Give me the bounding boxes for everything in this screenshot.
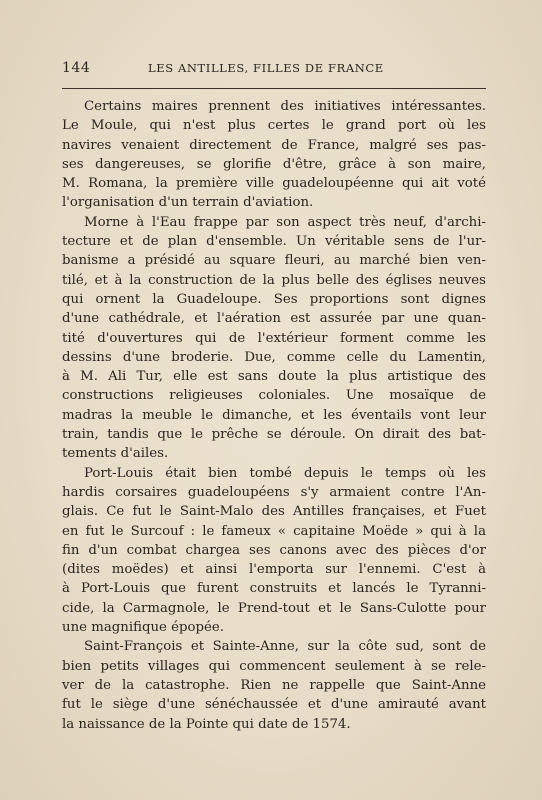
running-head: LES ANTILLES, FILLES DE FRANCE	[148, 61, 384, 75]
text-line: dessins d'une broderie. Due, comme celle du Lamentin,	[62, 349, 486, 365]
text-line: navires venaient directement de France, malgré ses pas-	[62, 137, 486, 153]
text-line: Certains maires prennent des initiatives intéressantes.	[84, 99, 486, 114]
text-line: la naissance de la Pointe qui date de 1574.	[62, 716, 351, 732]
paragraph-port-louis	[62, 464, 486, 638]
text-line: une magnifique épopée.	[62, 620, 224, 636]
text-line: tité d'ouvertures qui de l'extérieur forment comme les	[62, 330, 486, 346]
paragraph-saint-francois	[62, 637, 486, 733]
text-line: ses dangereuses, se glorifie d'être, grâce à son maire,	[62, 156, 486, 172]
body-text	[62, 97, 486, 734]
text-line: en fut le Surcouf : le fameux « capitaine Moëde » qui à la	[62, 523, 486, 539]
text-line: ver de la catastrophe. Rien ne rappelle que Saint-Anne	[62, 677, 486, 693]
text-line: tements d'ailes.	[62, 446, 169, 462]
text-line: glais. Ce fut le Saint-Malo des Antilles françaises, et Fuet	[62, 504, 486, 520]
page-header	[62, 60, 486, 80]
text-line: M. Romana, la première ville guadeloupéenne qui ait voté	[62, 176, 486, 192]
text-line: hardis corsaires guadeloupéens s'y armaient contre l'An-	[62, 484, 486, 500]
text-line: à M. Ali Tur, elle est sans doute la plus artistique des	[62, 369, 486, 385]
text-line: madras la meuble le dimanche, et les éventails vont leur	[62, 407, 486, 423]
text-line: fut le siège d'une sénéchaussée et d'une amirauté avant	[62, 697, 486, 713]
paragraph-le-moule	[62, 97, 486, 213]
text-line: tecture et de plan d'ensemble. Un véritable sens de l'ur-	[62, 234, 486, 250]
text-line: fin d'un combat chargea ses canons avec des pièces d'or	[62, 542, 486, 558]
text-line: Le Moule, qui n'est plus certes le grand port où les	[62, 118, 486, 134]
text-line: tilé, et à la construction de la plus belle des églises neuves	[62, 272, 486, 288]
text-line: constructions religieuses coloniales. Une mosaïque de	[62, 388, 486, 404]
text-line: l'organisation d'un terrain d'aviation.	[62, 195, 314, 211]
text-line: banisme a présidé au square fleuri, au marché bien ven-	[62, 253, 486, 269]
page-number: 144	[62, 60, 91, 76]
text-line: Saint-François et Sainte-Anne, sur la côte sud, sont de	[84, 639, 486, 655]
paragraph-morne-a-l-eau	[62, 213, 486, 464]
header-rule	[62, 88, 486, 89]
text-line: Port-Louis était bien tombé depuis le temps où les	[84, 465, 486, 481]
text-line: qui ornent la Guadeloupe. Ses proportions sont dignes	[62, 291, 486, 307]
text-line: cide, la Carmagnole, le Prend-tout et le Sans-Culotte pour	[62, 600, 486, 616]
text-line: bien petits villages qui commencent seulement à se rele-	[62, 658, 486, 674]
text-line: train, tandis que le prêche se déroule. On dirait des bat-	[62, 427, 486, 443]
text-line: (dites moëdes) et ainsi l'emporta sur l'ennemi. C'est à	[62, 562, 486, 578]
text-line: Morne à l'Eau frappe par son aspect très neuf, d'archi-	[84, 214, 486, 230]
text-line: à Port-Louis que furent construits et lancés le Tyranni-	[62, 581, 486, 597]
text-line: d'une cathédrale, et l'aération est assurée par une quan-	[62, 311, 486, 327]
